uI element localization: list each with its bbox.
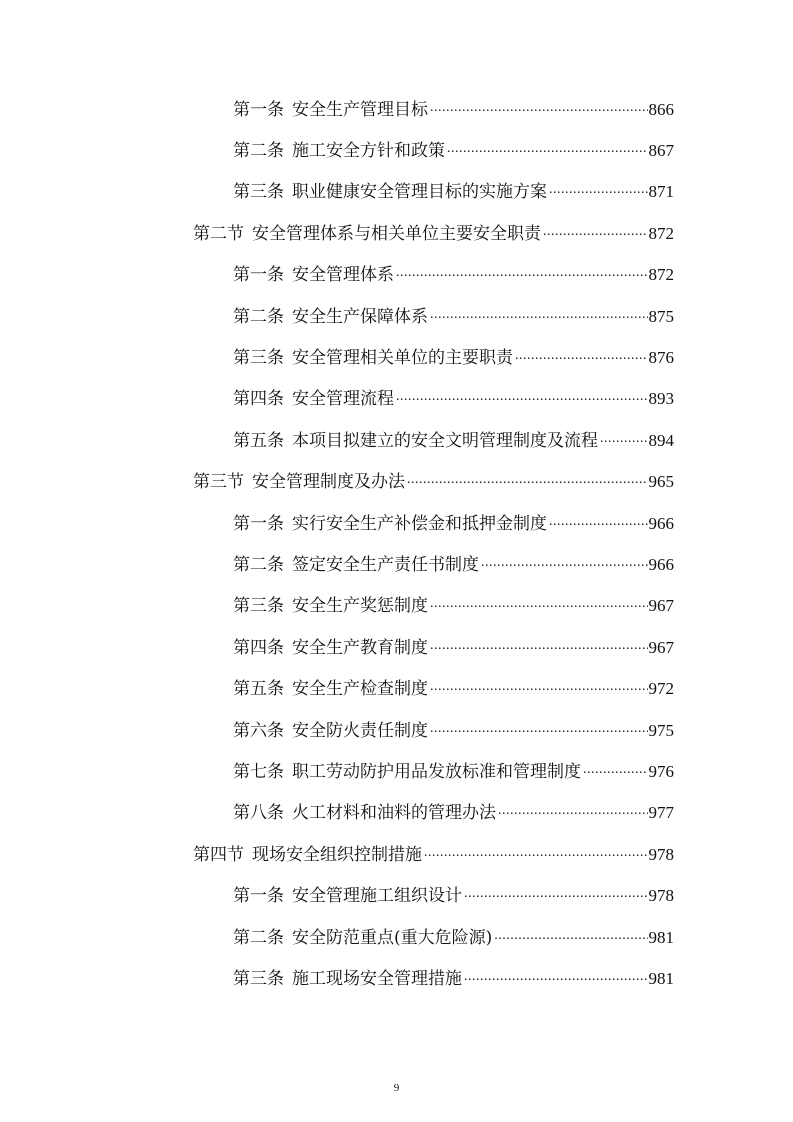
toc-entry-title: 安全生产保障体系	[292, 306, 428, 327]
toc-dot-leader	[494, 928, 647, 948]
toc-entry-number: 第八条	[233, 803, 284, 824]
toc-entry-page: 967	[648, 596, 674, 616]
toc-entry-page: 976	[648, 761, 674, 781]
toc-entry-page: 867	[648, 140, 674, 160]
toc-entry-title: 本项目拟建立的安全文明管理制度及流程	[292, 430, 598, 451]
toc-entry-title: 安全生产检查制度	[292, 679, 428, 700]
toc-entry-number: 第三条	[233, 968, 284, 989]
toc-entry[interactable]	[193, 462, 674, 503]
toc-entry-title: 职业健康安全管理目标的实施方案	[292, 182, 547, 203]
toc-dot-leader	[407, 472, 648, 492]
toc-dot-leader	[481, 555, 648, 575]
toc-entry-number: 第二条	[233, 140, 284, 161]
toc-dot-leader	[515, 348, 648, 368]
toc-entry[interactable]	[233, 586, 674, 627]
toc-entry-title: 施工安全方针和政策	[292, 140, 445, 161]
toc-entry-title: 火工材料和油料的管理办法	[292, 803, 496, 824]
toc-entry-page: 875	[648, 306, 674, 326]
toc-entry-page: 893	[648, 389, 674, 409]
toc-dot-leader	[583, 762, 648, 782]
toc-entry-number: 第二节	[193, 223, 244, 244]
toc-dot-leader	[430, 596, 648, 616]
toc-entry[interactable]	[233, 420, 674, 461]
toc-entry-number: 第一条	[233, 513, 284, 534]
toc-entry[interactable]	[233, 379, 674, 420]
toc-entry-number: 第三条	[233, 596, 284, 617]
toc-dot-leader	[424, 845, 648, 865]
toc-entry-page: 866	[648, 99, 674, 119]
toc-entry[interactable]	[233, 917, 674, 958]
toc-entry-number: 第二条	[233, 306, 284, 327]
toc-entry-number: 第六条	[233, 720, 284, 741]
toc-entry[interactable]	[233, 89, 674, 130]
toc-dot-leader	[464, 886, 648, 906]
toc-entry-title: 安全管理施工组织设计	[292, 886, 462, 907]
toc-entry-number: 第二条	[233, 927, 284, 948]
toc-dot-leader	[430, 721, 648, 741]
toc-entry-title: 安全管理流程	[292, 389, 394, 410]
toc-entry[interactable]	[233, 130, 674, 171]
toc-entry[interactable]	[233, 876, 674, 917]
toc-entry-page: 894	[648, 430, 674, 450]
toc-entry-title: 安全生产管理目标	[292, 99, 428, 120]
toc-entry-number: 第四条	[233, 637, 284, 658]
toc-entry-page: 977	[648, 803, 674, 823]
toc-entry-title: 安全防火责任制度	[292, 720, 428, 741]
toc-dot-leader	[430, 638, 648, 658]
toc-entry[interactable]	[233, 710, 674, 751]
toc-dot-leader	[464, 969, 648, 989]
toc-entry-page: 978	[648, 886, 674, 906]
toc-dot-leader	[600, 431, 648, 451]
toc-entry-number: 第一条	[233, 99, 284, 120]
toc-entry-number: 第二条	[233, 554, 284, 575]
toc-entry-page: 872	[648, 265, 674, 285]
toc-entry-page: 872	[648, 223, 674, 243]
toc-entry-title: 签定安全生产责任书制度	[292, 554, 479, 575]
toc-entry[interactable]	[233, 255, 674, 296]
toc-entry-page: 876	[648, 347, 674, 367]
toc-entry-page: 965	[648, 472, 674, 492]
toc-dot-leader	[430, 307, 648, 327]
toc-entry[interactable]	[233, 172, 674, 213]
toc-entry-title: 安全防范重点(重大危险源)	[292, 927, 493, 948]
toc-entry-number: 第七条	[233, 761, 284, 782]
toc-entry-number: 第五条	[233, 430, 284, 451]
toc-entry[interactable]	[233, 751, 674, 792]
toc-entry[interactable]	[233, 958, 674, 999]
toc-entry[interactable]	[193, 213, 674, 254]
toc-entry[interactable]	[193, 834, 674, 875]
toc-entry-number: 第三条	[233, 182, 284, 203]
toc-entry-title: 安全管理制度及办法	[252, 472, 405, 493]
toc-entry-page: 981	[648, 927, 674, 947]
toc-entry[interactable]	[233, 296, 674, 337]
toc-entry[interactable]	[233, 503, 674, 544]
page-number: 9	[393, 1082, 400, 1094]
toc-dot-leader	[430, 679, 648, 699]
toc-entry-title: 施工现场安全管理措施	[292, 968, 462, 989]
toc-entry[interactable]	[233, 627, 674, 668]
toc-dot-leader	[396, 389, 648, 409]
toc-entry-page: 966	[648, 554, 674, 574]
toc-dot-leader	[396, 265, 648, 285]
toc-entry-number: 第三节	[193, 472, 244, 493]
toc-entry-number: 第四条	[233, 389, 284, 410]
toc-dot-leader	[498, 803, 648, 823]
toc-dot-leader	[430, 100, 648, 120]
toc-entry-title: 现场安全组织控制措施	[252, 844, 422, 865]
toc-entry-page: 981	[648, 968, 674, 988]
toc-entry-title: 安全管理体系	[292, 265, 394, 286]
toc-entry-number: 第三条	[233, 347, 284, 368]
toc-entry[interactable]	[233, 669, 674, 710]
toc-entry-number: 第一条	[233, 886, 284, 907]
toc-dot-leader	[549, 182, 648, 202]
toc-entry-title: 职工劳动防护用品发放标准和管理制度	[292, 761, 581, 782]
toc-entry[interactable]	[233, 544, 674, 585]
toc-entry-number: 第四节	[193, 844, 244, 865]
toc-entry-title: 安全管理体系与相关单位主要安全职责	[252, 223, 541, 244]
toc-entry-number: 第五条	[233, 679, 284, 700]
toc-dot-leader	[447, 141, 648, 161]
toc-entry[interactable]	[233, 793, 674, 834]
toc-entry-page: 975	[648, 720, 674, 740]
toc-entry-page: 978	[648, 844, 674, 864]
toc-dot-leader	[549, 514, 648, 534]
toc-entry-title: 安全生产教育制度	[292, 637, 428, 658]
toc-entry-page: 972	[648, 679, 674, 699]
toc-entry-page: 967	[648, 637, 674, 657]
toc-entry-title: 实行安全生产补偿金和抵押金制度	[292, 513, 547, 534]
toc-entry-title: 安全生产奖惩制度	[292, 596, 428, 617]
toc-dot-leader	[543, 224, 648, 244]
toc-entry-title: 安全管理相关单位的主要职责	[292, 347, 513, 368]
toc-entry-page: 871	[648, 182, 674, 202]
toc-entry-number: 第一条	[233, 265, 284, 286]
toc-entry-page: 966	[648, 513, 674, 533]
toc-entry[interactable]	[233, 337, 674, 378]
